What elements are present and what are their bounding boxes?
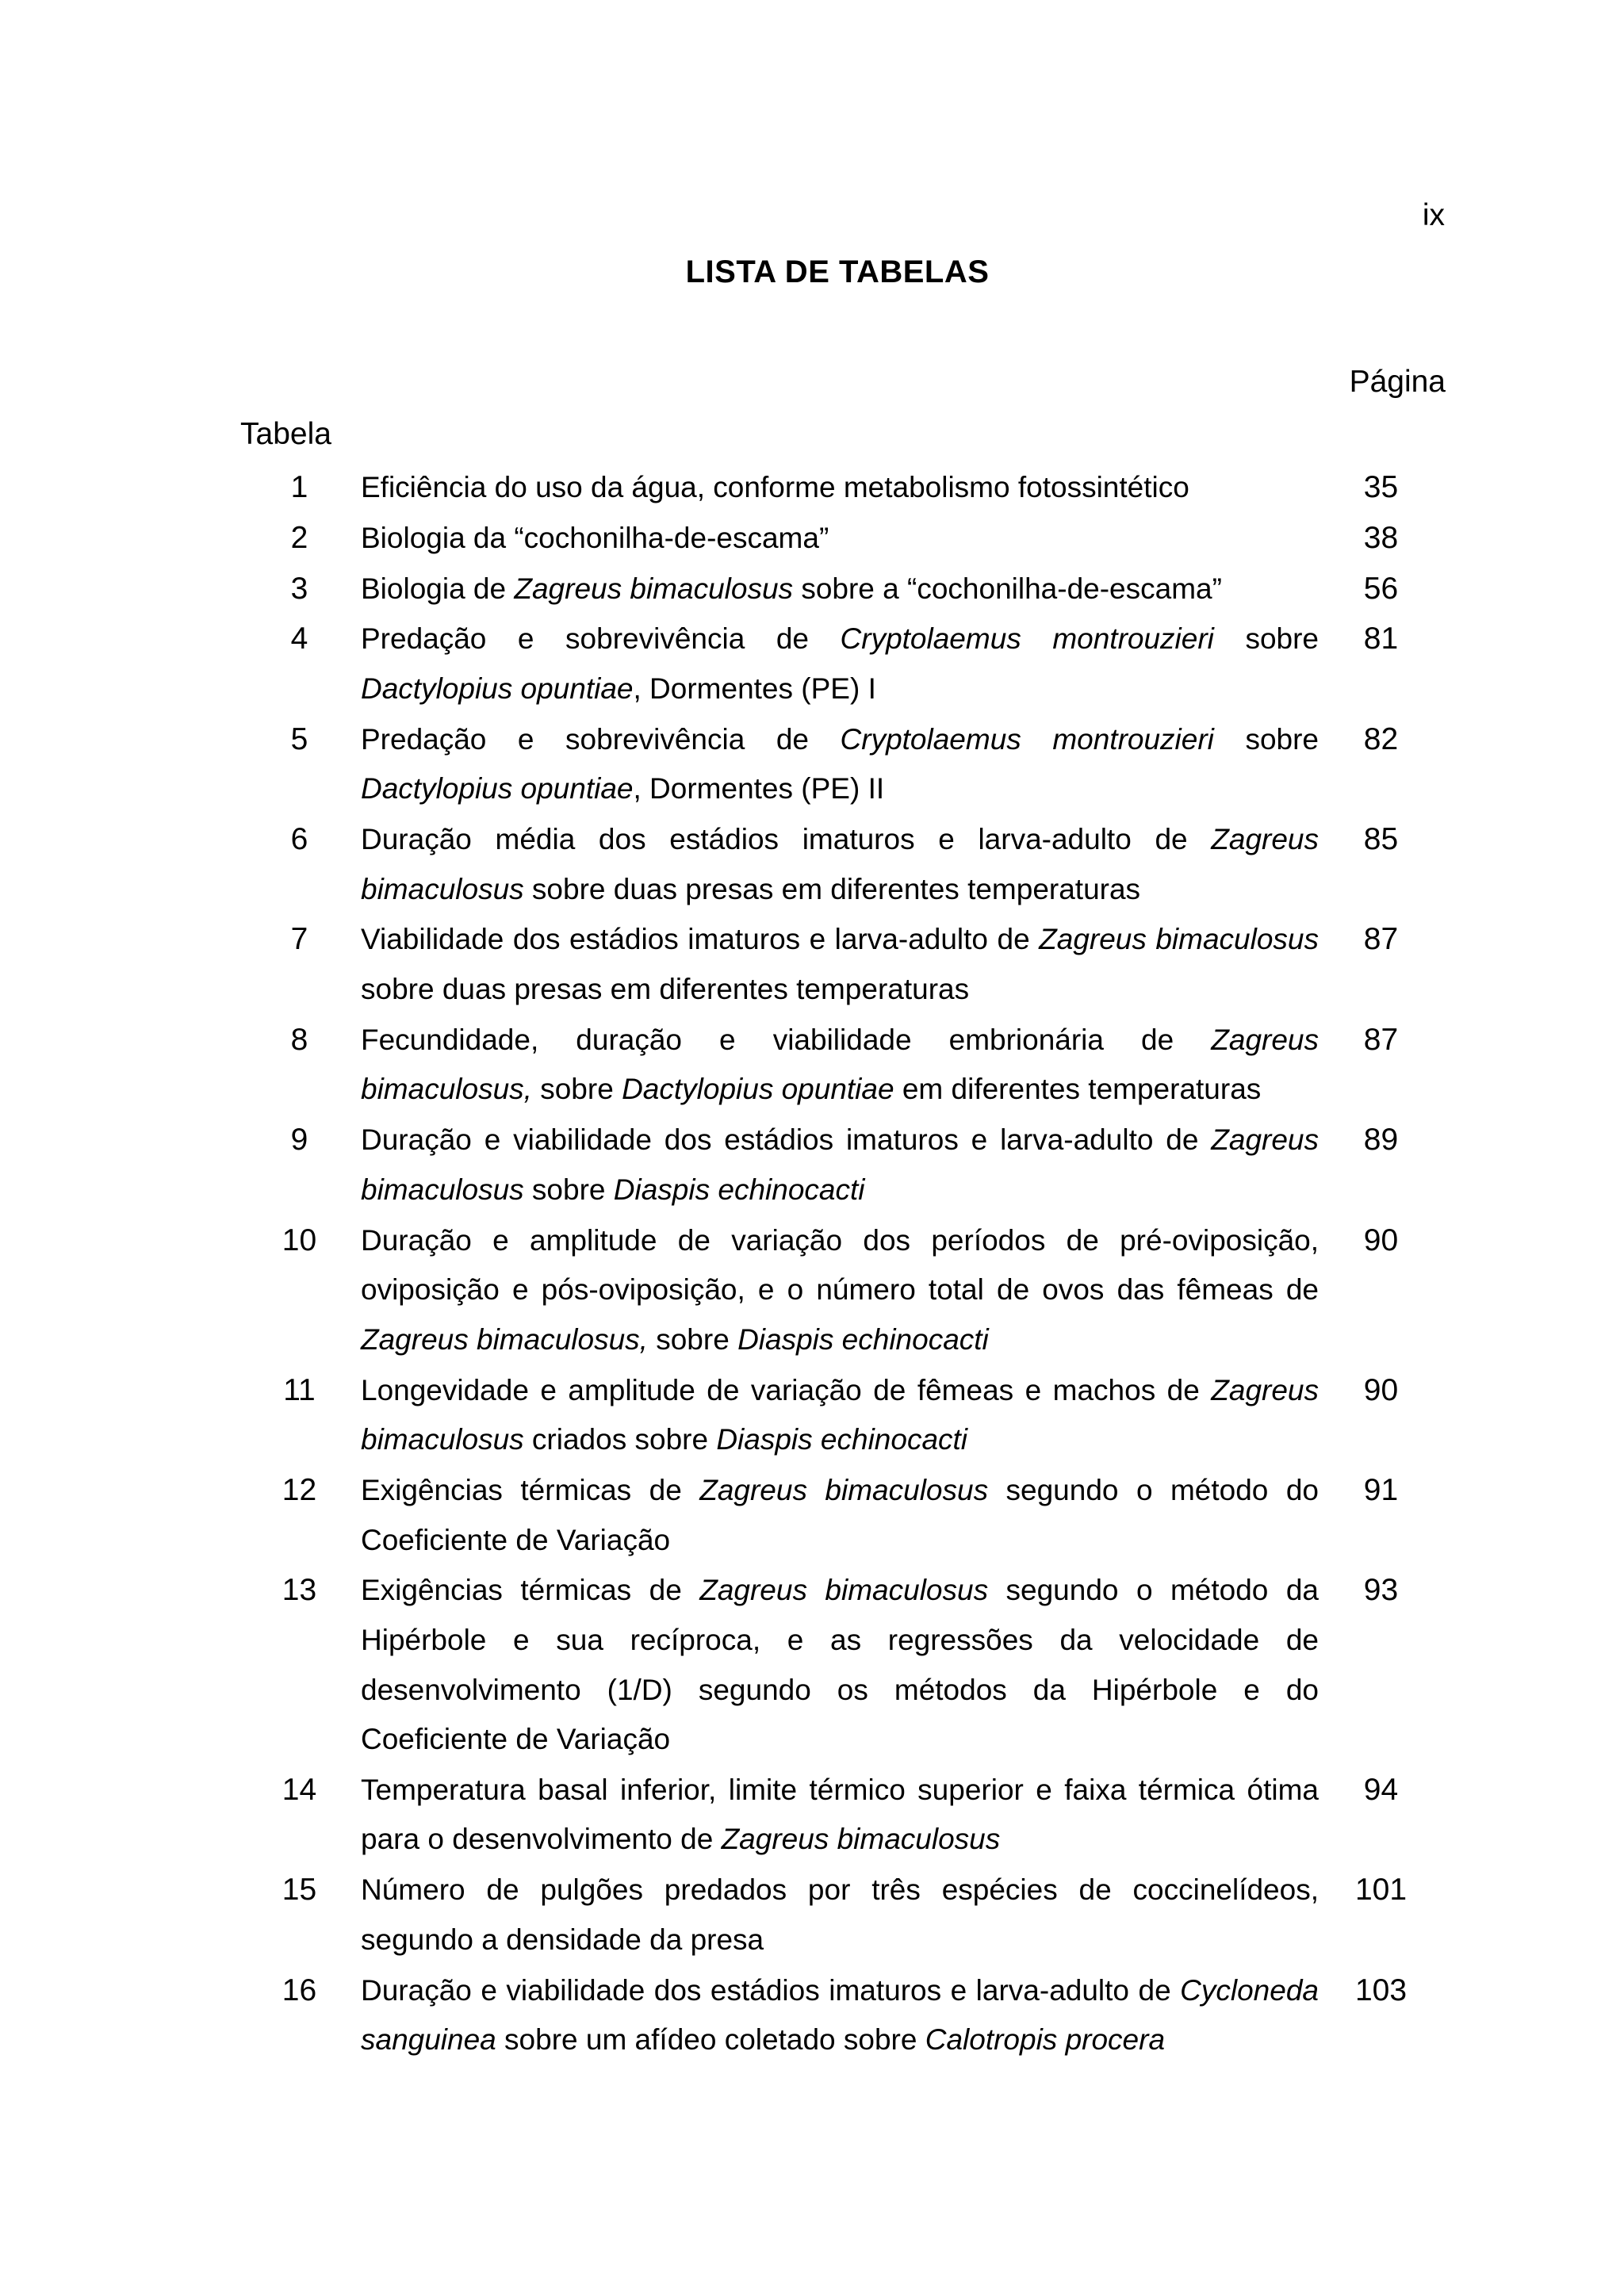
page-ref: 89	[1363, 1123, 1399, 1158]
list-item	[238, 1115, 1443, 1215]
table-number: 6	[290, 822, 308, 857]
table-caption	[361, 1466, 1319, 1565]
caption-text: segundo o método do Coeficiente de Variação	[361, 1473, 1319, 1556]
table-caption	[361, 1966, 1319, 2065]
list-item	[238, 815, 1443, 914]
table-caption	[361, 1216, 1319, 1365]
caption-text: Biologia da “cochonilha-de-escama”	[361, 521, 829, 554]
table-number: 11	[283, 1372, 316, 1407]
caption-text: Temperatura basal inferior, limite térmico superior e faixa térmica ótima para o desenvolvimento de	[361, 1773, 1319, 1856]
caption-text: sobre a “cochonilha-de-escama”	[793, 572, 1222, 605]
caption-text: Duração e amplitude de variação dos períodos de pré-oviposição, oviposição e pós-oviposição, e o número total de ovos das fêmeas de	[361, 1223, 1319, 1307]
caption-text: Viabilidade dos estádios imaturos e larva-adulto de	[361, 923, 1040, 956]
list-item	[238, 1366, 1443, 1465]
table-number: 4	[290, 622, 308, 656]
species-name: Cryptolaemus montrouzieri	[840, 622, 1214, 656]
caption-text: sobre	[647, 1322, 738, 1356]
caption-text: sobre	[1213, 622, 1320, 656]
caption-text: sobre	[1213, 722, 1320, 756]
species-name: Calotropis procera	[925, 2023, 1166, 2057]
table-caption	[361, 815, 1319, 914]
species-name: Diaspis echinocacti	[613, 1173, 865, 1206]
species-name: Zagreus bimaculosus	[361, 823, 1319, 905]
caption-text: , Dormentes (PE) II	[633, 772, 885, 806]
species-name: Dactylopius opuntiae	[361, 672, 634, 705]
species-name: Diaspis echinocacti	[737, 1322, 989, 1356]
page-ref: 85	[1363, 822, 1399, 857]
caption-text: Predação e sobrevivência de	[361, 622, 841, 656]
list-item	[238, 1216, 1443, 1365]
table-caption	[361, 1366, 1319, 1465]
table-caption	[361, 715, 1319, 814]
caption-text: Eficiência do uso da água, conforme metabolismo fotossintético	[361, 471, 1189, 503]
table-caption	[361, 1766, 1319, 1865]
table-column-header: Tabela	[240, 417, 331, 451]
page-number: ix	[1422, 198, 1445, 232]
list-item	[238, 1566, 1443, 1764]
table-caption	[361, 514, 1319, 564]
list-item	[238, 915, 1443, 1014]
caption-text: sobre um afídeo coletado sobre	[496, 2023, 925, 2057]
species-name: Zagreus bimaculosus	[361, 1373, 1319, 1456]
species-name: Cryptolaemus montrouzieri	[840, 722, 1214, 756]
table-number: 15	[282, 1873, 317, 1908]
page-ref: 91	[1363, 1472, 1399, 1507]
page-ref: 90	[1363, 1372, 1399, 1407]
list-item	[238, 1966, 1443, 2065]
list-item	[238, 1016, 1443, 1115]
table-caption	[361, 564, 1319, 614]
species-name: Zagreus bimaculosus	[1039, 923, 1320, 956]
species-name: Zagreus bimaculosus	[699, 1473, 989, 1506]
species-name: Dactylopius opuntiae	[361, 772, 634, 806]
caption-text: Número de pulgões predados por três espécies de coccinelídeos, segundo a densidade da presa	[361, 1873, 1319, 1956]
species-name: Zagreus bimaculosus	[514, 572, 794, 605]
page-ref: 56	[1363, 571, 1399, 606]
table-caption	[361, 1016, 1319, 1115]
table-caption	[361, 463, 1319, 513]
table-number: 7	[290, 922, 308, 957]
page-title: LISTA DE TABELAS	[685, 254, 990, 289]
caption-text: Fecundidade, duração e viabilidade embrionária de	[361, 1023, 1212, 1056]
list-item	[238, 463, 1443, 513]
species-name: Zagreus bimaculosus,	[361, 1023, 1319, 1106]
caption-text: Exigências térmicas de	[361, 1473, 700, 1506]
caption-text: Duração e viabilidade dos estádios imaturos e larva-adulto de	[361, 1973, 1181, 2007]
caption-text: sobre duas presas em diferentes temperaturas	[361, 973, 970, 1006]
table-number: 13	[282, 1573, 317, 1608]
page-ref: 38	[1363, 520, 1399, 555]
page-ref: 35	[1363, 470, 1399, 504]
list-item	[238, 1866, 1443, 1965]
table-caption	[361, 614, 1319, 714]
caption-text: Duração média dos estádios imaturos e larva-adulto de	[361, 823, 1212, 856]
caption-text: sobre	[531, 1073, 622, 1106]
table-caption	[361, 1115, 1319, 1215]
list-item	[238, 1466, 1443, 1565]
species-name: Zagreus bimaculosus	[699, 1574, 989, 1607]
caption-text: sobre	[523, 1173, 614, 1206]
list-item	[238, 715, 1443, 814]
list-item	[238, 1766, 1443, 1865]
table-number: 9	[290, 1123, 308, 1158]
list-item	[238, 564, 1443, 614]
species-name: Zagreus bimaculosus	[361, 1123, 1319, 1206]
table-caption	[361, 1566, 1319, 1764]
list-item	[238, 514, 1443, 564]
page-ref: 101	[1354, 1873, 1408, 1908]
table-list	[238, 463, 1443, 2066]
page-ref: 94	[1363, 1772, 1399, 1807]
caption-text: Predação e sobrevivência de	[361, 722, 841, 756]
page-ref: 90	[1363, 1223, 1399, 1257]
caption-text: Duração e viabilidade dos estádios imaturos e larva-adulto de	[361, 1123, 1212, 1157]
species-name: Cycloneda sanguinea	[361, 1973, 1319, 2057]
page-ref: 81	[1363, 622, 1399, 656]
species-name: Zagreus bimaculosus,	[361, 1322, 648, 1356]
table-number: 16	[282, 1973, 317, 2007]
table-caption	[361, 915, 1319, 1014]
page-ref: 93	[1363, 1573, 1399, 1608]
page-ref: 103	[1354, 1973, 1408, 2007]
table-number: 10	[282, 1223, 317, 1257]
page-ref: 82	[1363, 721, 1399, 756]
page-column-header: Página	[1349, 365, 1446, 399]
caption-text: segundo o método da Hipérbole e sua recíproca, e as regressões da velocidade de desenvolvimento (1/D) segundo os métodos da Hipérbole e do Coeficiente de Variação	[361, 1574, 1319, 1756]
species-name: Dactylopius opuntiae	[622, 1073, 894, 1106]
table-number: 8	[290, 1022, 308, 1057]
caption-text: sobre duas presas em diferentes temperaturas	[523, 872, 1141, 905]
list-item	[238, 614, 1443, 714]
table-number: 3	[290, 571, 308, 606]
table-caption	[361, 1866, 1319, 1965]
table-number: 2	[290, 520, 308, 555]
caption-text: , Dormentes (PE) I	[633, 672, 876, 705]
table-number: 12	[282, 1472, 317, 1507]
caption-text: criados sobre	[523, 1423, 717, 1456]
caption-text: Longevidade e amplitude de variação de fêmeas e machos de	[361, 1373, 1212, 1406]
species-name: Diaspis echinocacti	[716, 1423, 968, 1456]
caption-text: Exigências térmicas de	[361, 1574, 700, 1607]
table-number: 1	[290, 470, 308, 504]
caption-text: Biologia de	[361, 572, 515, 605]
table-number: 14	[282, 1772, 317, 1807]
species-name: Zagreus bimaculosus	[721, 1823, 1001, 1856]
page-ref: 87	[1363, 1022, 1399, 1057]
table-number: 5	[290, 721, 308, 756]
caption-text: em diferentes temperaturas	[894, 1073, 1262, 1106]
page-ref: 87	[1363, 922, 1399, 957]
